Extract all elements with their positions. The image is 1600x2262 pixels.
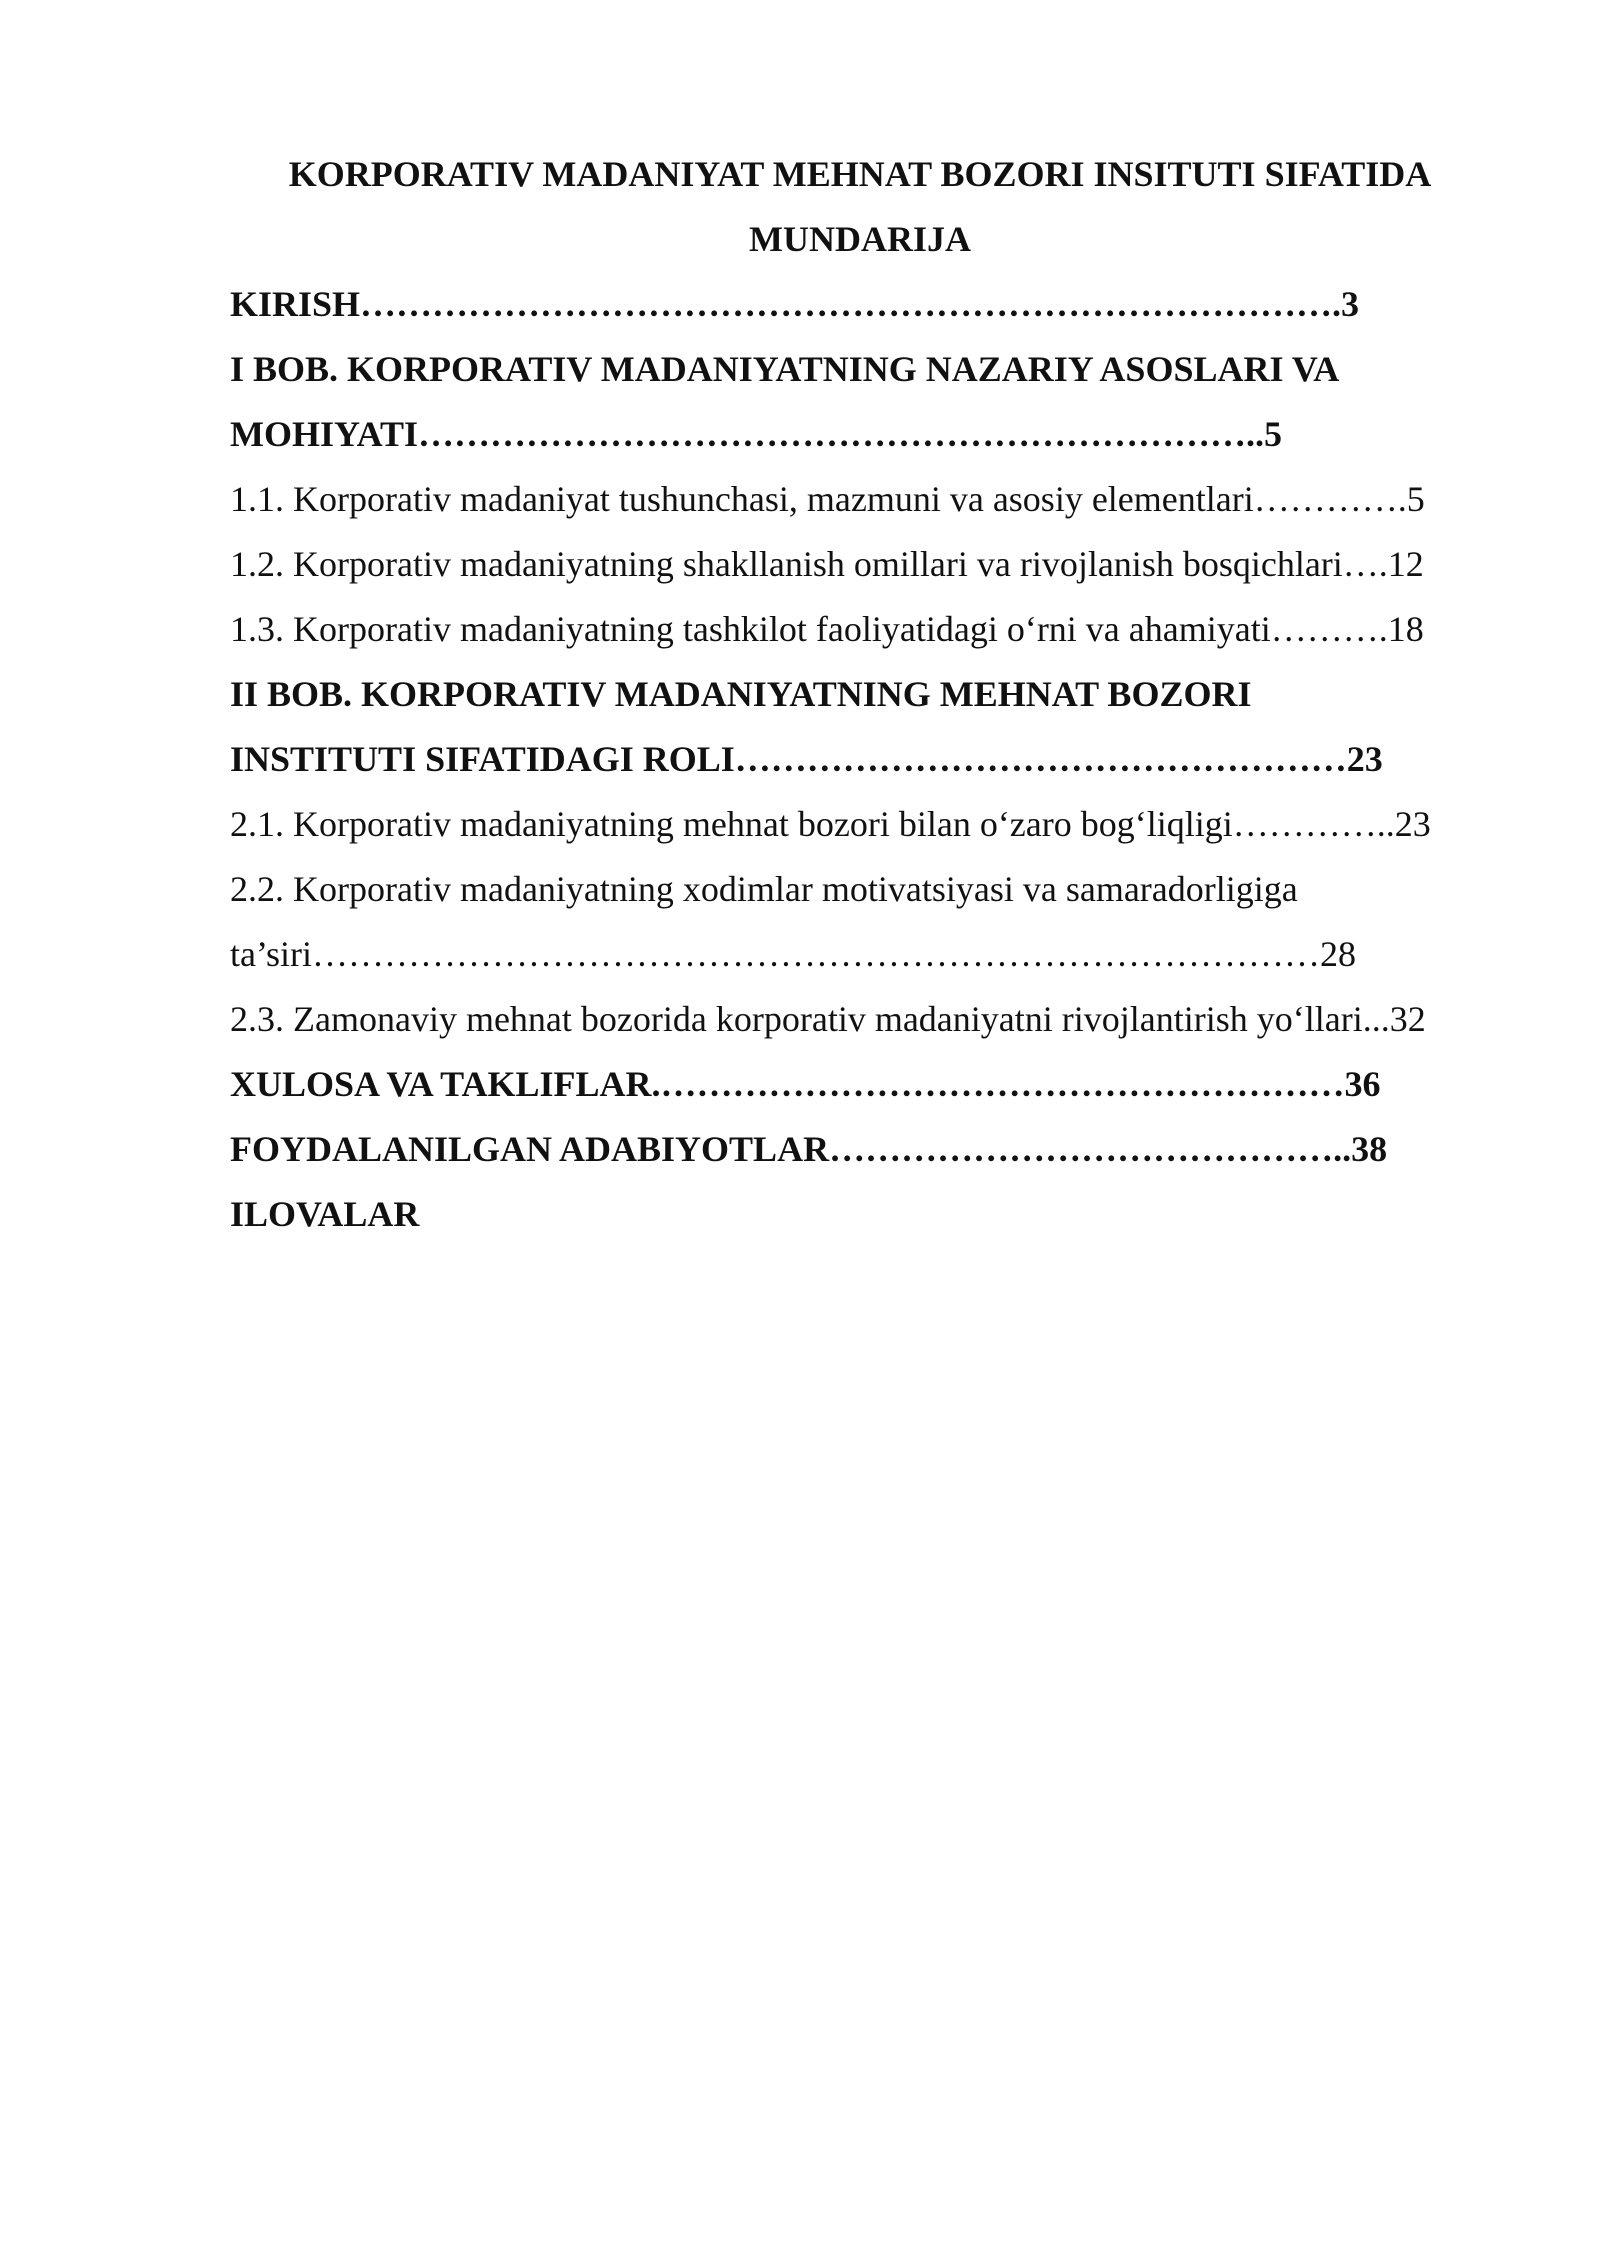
toc-chapter-1-title: I BOB. KORPORATIV MADANIYATNING NAZARIY ASOSLARI VA bbox=[230, 349, 1340, 389]
toc-section-1-1: 1.1. Korporativ madaniyat tushunchasi, mazmuni va asosiy elementlari………….5 bbox=[230, 479, 1425, 519]
table-of-contents bbox=[230, 207, 1490, 1247]
toc-section-1-2: 1.2. Korporativ madaniyatning shakllanish omillari va rivojlanish bosqichlari….12 bbox=[230, 544, 1424, 584]
toc-entry-kirish: KIRISH……………………………………………………………………….3 bbox=[230, 284, 1360, 324]
toc-entry-xulosa: XULOSA VA TAKLIFLAR.…………………………………………………36 bbox=[230, 1064, 1381, 1104]
toc-section-1-3: 1.3. Korporativ madaniyatning tashkilot faoliyatidagi o‘rni va ahamiyati……….18 bbox=[230, 609, 1424, 649]
toc-entry-adabiyotlar: FOYDALANILGAN ADABIYOTLAR……………………………………..38 bbox=[230, 1129, 1388, 1169]
toc-chapter-2-title: II BOB. KORPORATIV MADANIYATNING MEHNAT BOZORI bbox=[230, 674, 1252, 714]
toc-section-2-2-cont: ta’siri…………………………………………………………………………28 bbox=[230, 934, 1356, 974]
toc-chapter-1-title-cont: MOHIYATI……………………………………………………………..5 bbox=[230, 414, 1283, 454]
toc-section-2-1: 2.1. Korporativ madaniyatning mehnat bozori bilan o‘zaro bog‘liqligi…………..23 bbox=[230, 804, 1431, 844]
toc-heading: MUNDARIJA bbox=[749, 219, 971, 259]
toc-section-2-2: 2.2. Korporativ madaniyatning xodimlar motivatsiyasi va samaradorligiga bbox=[230, 869, 1298, 909]
toc-chapter-2-title-cont: INSTITUTI SIFATIDAGI ROLI……………………………………………23 bbox=[230, 739, 1383, 779]
document-title: KORPORATIV MADANIYAT MEHNAT BOZORI INSITUTI SIFATIDA bbox=[288, 154, 1432, 194]
toc-section-2-3: 2.3. Zamonaviy mehnat bozorida korporativ madaniyatni rivojlantirish yo‘llari...32 bbox=[230, 999, 1426, 1039]
toc-entry-ilovalar: ILOVALAR bbox=[230, 1194, 420, 1234]
